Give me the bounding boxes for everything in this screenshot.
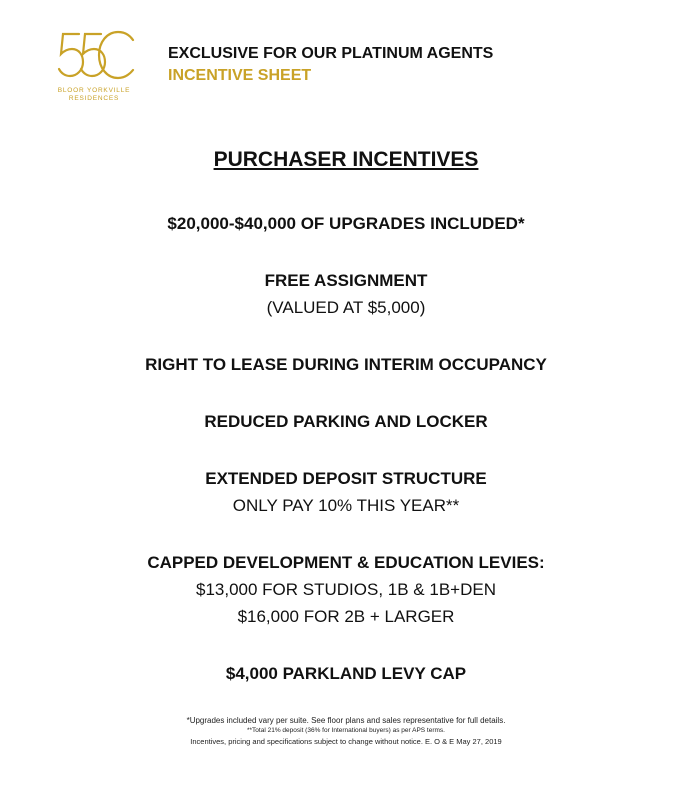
header-exclusive-line: EXCLUSIVE FOR OUR PLATINUM AGENTS: [168, 45, 494, 62]
logo-mark-icon: [55, 28, 135, 86]
footnote-deposit: **Total 21% deposit (36% for International buyers) as per APS terms.: [247, 727, 445, 734]
footnote-disclaimer: Incentives, pricing and specifications subject to change without notice. E. O & E May 27, 2019: [190, 737, 502, 746]
brand-logo: [55, 28, 145, 106]
incentive-assignment: [0, 267, 692, 321]
levies-studios-text: $13,000 FOR STUDIOS, 1B & 1B+DEN: [196, 580, 496, 599]
assignment-value-text: (VALUED AT $5,000): [266, 298, 426, 317]
incentive-deposit: [0, 465, 692, 519]
incentive-lease: [0, 351, 692, 378]
incentives-content: [0, 145, 692, 687]
incentive-levies: [0, 549, 692, 630]
logo-subtitle-line1: BLOOR YORKVILLE: [57, 87, 131, 94]
logo-subtitle-line2: RESIDENCES: [68, 95, 120, 102]
footnote-upgrades: *Upgrades included vary per suite. See floor plans and sales representative for full details.: [186, 716, 506, 725]
assignment-text: FREE ASSIGNMENT: [264, 271, 428, 290]
upgrades-text: $20,000-$40,000 OF UPGRADES INCLUDED*: [167, 214, 525, 233]
incentive-upgrades: [0, 210, 692, 237]
deposit-text: EXTENDED DEPOSIT STRUCTURE: [205, 469, 487, 488]
header: [0, 0, 692, 110]
header-incentive-sheet: INCENTIVE SHEET: [168, 67, 312, 84]
incentive-parkland: [0, 660, 692, 687]
page-title: PURCHASER INCENTIVES: [213, 148, 479, 171]
parking-text: REDUCED PARKING AND LOCKER: [204, 412, 488, 431]
parkland-text: $4,000 PARKLAND LEVY CAP: [225, 664, 467, 683]
levies-2b-text: $16,000 FOR 2B + LARGER: [237, 607, 455, 626]
header-text: [168, 43, 493, 87]
lease-text: RIGHT TO LEASE DURING INTERIM OCCUPANCY: [145, 355, 547, 374]
deposit-detail-text: ONLY PAY 10% THIS YEAR**: [232, 496, 460, 515]
incentive-parking: [0, 408, 692, 435]
levies-text: CAPPED DEVELOPMENT & EDUCATION LEVIES:: [147, 553, 545, 572]
footer-notes: [0, 715, 692, 747]
